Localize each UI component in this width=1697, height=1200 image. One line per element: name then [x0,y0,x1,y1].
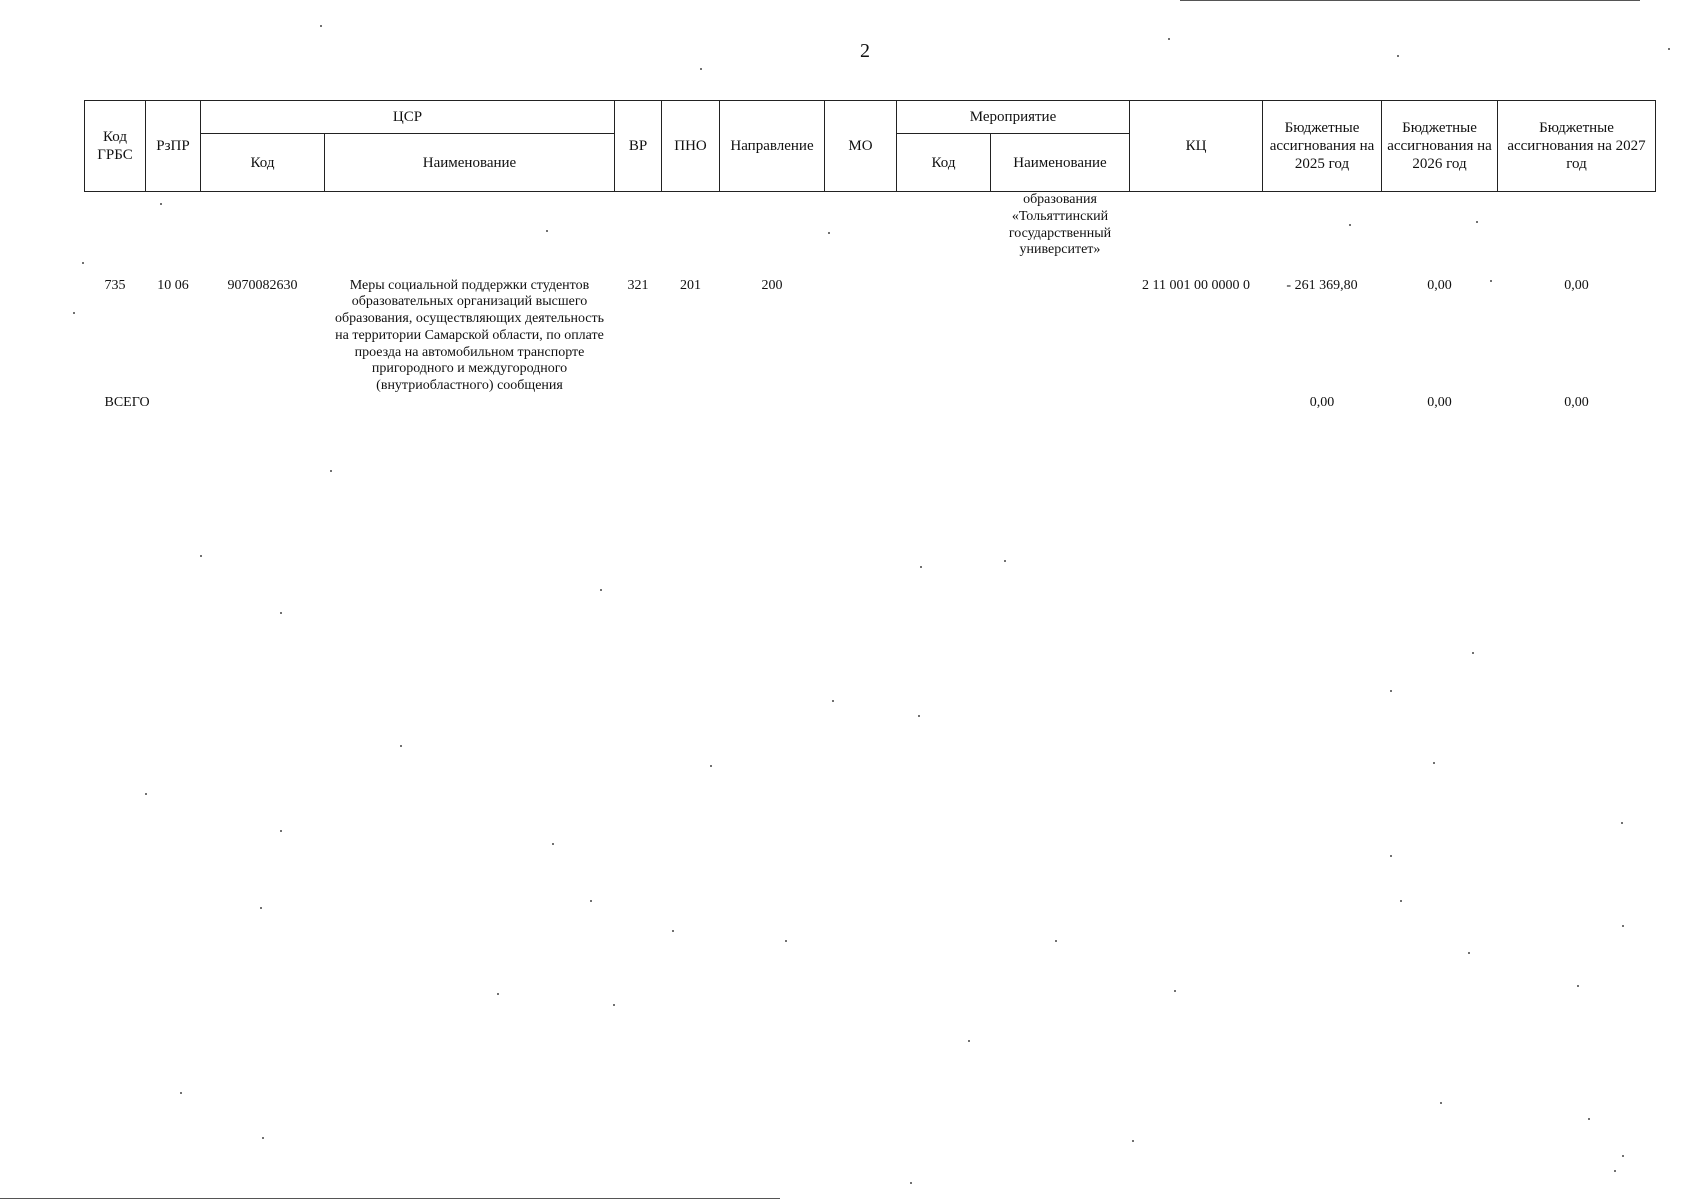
scan-speck [918,715,920,717]
scan-speck [552,843,554,845]
header-budget-2026: Бюджетные ассигнования на 2026 год [1382,101,1498,192]
scan-speck [320,25,322,27]
scan-speck [1440,1102,1442,1104]
scan-speck [1390,690,1392,692]
total-label: ВСЕГО [104,395,150,411]
scan-speck [1476,221,1478,223]
header-mer-name: Наименование [991,134,1130,192]
total-budget-2027: 0,00 [1564,395,1589,411]
scan-speck [200,555,202,557]
cell-csr-kod: 9070082630 [227,277,298,293]
header-budget-2025: Бюджетные ассигнования на 2025 год [1263,101,1382,192]
scan-speck [672,930,674,932]
continuation-row [85,192,1656,278]
cell-pno: 201 [680,277,701,293]
cell-budget-2025: - 261 369,80 [1286,277,1358,293]
header-csr-kod: Код [201,134,325,192]
scan-speck [1621,822,1623,824]
cell-vr: 321 [627,277,649,293]
scan-speck [828,232,830,234]
cell-grbs: 735 [104,277,126,293]
scan-speck [160,203,162,205]
scan-speck [1400,900,1402,902]
scan-speck [700,68,702,70]
header-csr: ЦСР [201,101,615,134]
total-row [85,395,1656,412]
scan-speck [920,566,922,568]
scan-speck [1349,224,1351,226]
scan-speck [73,312,75,314]
budget-table [84,100,1656,412]
header-napravlenie: Направление [720,101,825,192]
header-vr: ВР [615,101,662,192]
cell-mer-kod [897,278,991,396]
scan-speck [710,765,712,767]
page-number: 2 [860,40,870,62]
scan-speck [260,907,262,909]
scan-speck [1668,48,1670,50]
cell-mer-name [991,278,1130,396]
scan-speck [1433,762,1435,764]
scan-speck [180,1092,182,1094]
scan-speck [1168,38,1170,40]
header-rzpr: РзПР [146,101,201,192]
total-budget-2026: 0,00 [1427,395,1452,411]
scan-speck [1614,1170,1616,1172]
scan-speck [1004,560,1006,562]
scan-speck [910,1182,912,1184]
scan-edge-line [1180,0,1640,1]
cell-csr-name: Меры социальной поддержки студентов образовательных организаций высшего образования, осуществляющих деятельность на территории Самарской области, по оплате проезда на автомобильном транспорте пригородного и междугородного (внутриобластного) сообщения [334,277,605,394]
table-row [85,278,1656,396]
table-header [85,101,1656,192]
scan-speck [546,230,548,232]
header-pno: ПНО [662,101,720,192]
total-budget-2025: 0,00 [1309,395,1335,411]
scan-speck [82,262,84,264]
scan-speck [832,700,834,702]
scan-speck [280,612,282,614]
header-csr-name: Наименование [325,134,615,192]
cell-rzpr: 10 06 [157,277,189,293]
header-mo: МО [825,101,897,192]
header-kod-grbs: Код ГРБС [85,101,146,192]
scan-speck [590,900,592,902]
header-budget-2027: Бюджетные ассигнования на 2027 год [1498,101,1656,192]
scan-speck [1588,1118,1590,1120]
scan-speck [145,793,147,795]
scan-speck [1622,1155,1624,1157]
scan-speck [1174,990,1176,992]
scan-speck [1132,1140,1134,1142]
scan-speck [1055,940,1057,942]
scan-speck [1472,652,1474,654]
header-mer-kod: Код [897,134,991,192]
scan-speck [1622,925,1624,927]
header-kc: КЦ [1130,101,1263,192]
scan-speck [1390,855,1392,857]
scan-speck [1468,952,1470,954]
scan-speck [280,830,282,832]
cell-kc: 2 11 001 00 0000 0 [1142,277,1250,293]
scan-edge-line [0,1198,780,1199]
cell-budget-2026: 0,00 [1427,277,1452,293]
mer-name-continuation: образования «Тольяттинский государственный университет» [1008,192,1112,258]
cell-budget-2027: 0,00 [1564,277,1589,293]
scan-speck [613,1004,615,1006]
scan-speck [785,940,787,942]
scan-speck [400,745,402,747]
scan-speck [262,1137,264,1139]
scan-speck [968,1040,970,1042]
scan-speck [1397,55,1399,57]
scan-speck [600,589,602,591]
scan-speck [330,470,332,472]
header-meropriyatie: Мероприятие [897,101,1130,134]
scan-speck [1577,985,1579,987]
cell-napravlenie: 200 [761,277,783,293]
scan-speck [1490,280,1492,282]
scan-speck [497,993,499,995]
cell-mo [825,278,897,396]
